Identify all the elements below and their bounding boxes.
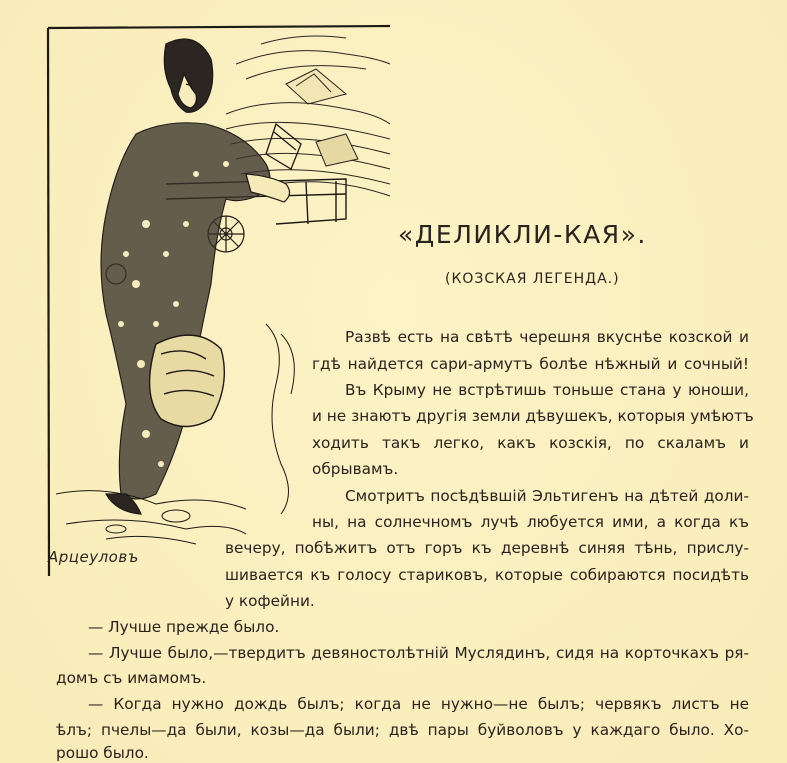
text-line: домъ съ имамомъ. xyxy=(56,669,207,687)
text-line: — Когда нужно дождь былъ; когда не нужно—не былъ; червякъ листъ не xyxy=(88,695,749,713)
page-title: «ДЕЛИКЛИ-КАЯ». xyxy=(398,220,647,249)
text-line: ны, на солнечномъ лучѣ любуется ими, а когда къ xyxy=(312,513,749,531)
text-line: у кофейни. xyxy=(225,592,315,610)
woman-drawing-water-illustration xyxy=(46,24,392,580)
page-subtitle: (КОЗСКАЯ ЛЕГЕНДА.) xyxy=(445,271,620,287)
artist-signature: Арцеуловъ xyxy=(48,548,139,566)
text-line: и не знаютъ другія земли дѣвушекъ, которыя умѣютъ xyxy=(312,407,754,425)
text-line: рошо было. xyxy=(56,744,149,762)
text-line: ходить такъ легко, какъ козскія, по скаламъ и xyxy=(312,434,749,452)
text-line: обрывамъ. xyxy=(312,460,399,478)
text-line: вечеру, побѣжитъ отъ горъ къ деревнѣ синяя тѣнь, прислу- xyxy=(225,539,749,557)
text-line: ѣлъ; пчелы—да были, козы—да были; двѣ пары буйволовъ у каждаго было. Хо- xyxy=(56,721,749,739)
text-line: — Лучше прежде было. xyxy=(88,618,280,636)
text-line: Смотритъ посѣдѣвшій Эльтигенъ на дѣтей доли- xyxy=(345,487,749,505)
illustration-drawing xyxy=(46,24,392,580)
text-line: шивается къ голосу стариковъ, которые собираются посидѣть xyxy=(225,566,749,584)
text-line: — Лучше было,—твердитъ девяностолѣтній Муслядинъ, сидя на корточкахъ ря- xyxy=(88,644,749,662)
text-line: Развѣ есть на свѣтѣ черешня вкуснѣе козской и xyxy=(345,328,749,346)
text-line: Въ Крыму не встрѣтишь тоньше стана у юноши, xyxy=(345,381,749,399)
text-line: гдѣ найдется сари-армутъ болѣе нѣжный и сочный! xyxy=(312,355,749,373)
